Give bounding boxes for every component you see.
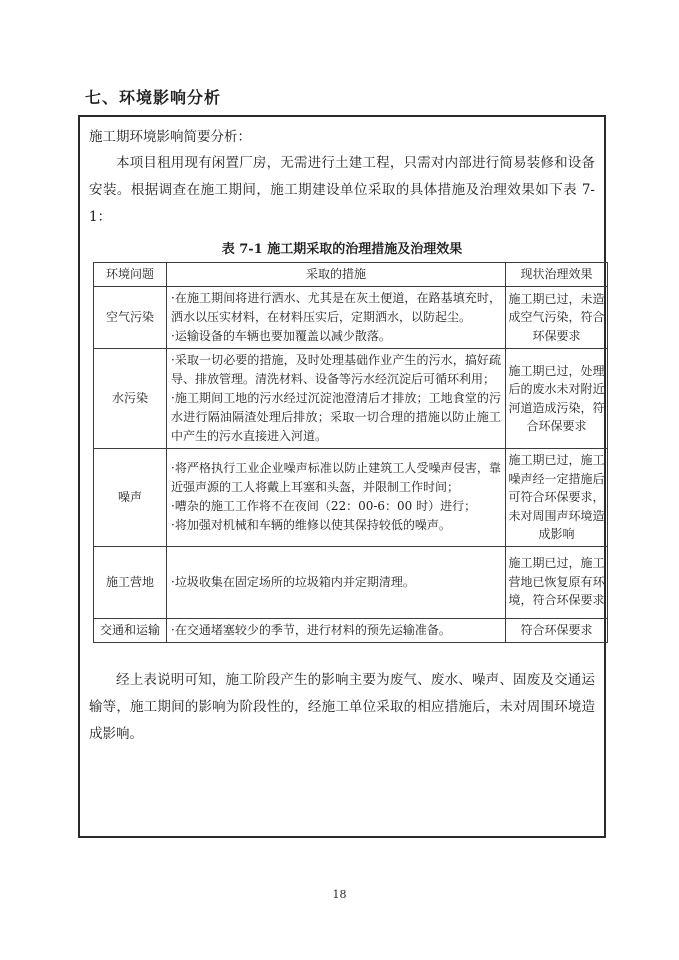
measure-item: ·运输设备的车辆也要加覆盖以减少散落。 <box>171 329 391 343</box>
measure-item: ·嘈杂的施工工作将不在夜间（22：00-6：00 时）进行； <box>171 499 477 514</box>
measures-cell <box>167 449 506 547</box>
effect-cell: 施工期已过，未造成空气污染，符合环保要求 <box>506 287 608 349</box>
measures-cell <box>167 618 506 642</box>
column-header-effect: 现状治理效果 <box>506 263 608 287</box>
table-row-noise <box>94 449 608 547</box>
table-row-traffic-transport <box>94 618 608 642</box>
column-header-issue: 环境问题 <box>94 263 167 287</box>
effect-cell: 施工期已过，施工营地已恢复原有环境，符合环保要求 <box>506 546 608 618</box>
closing-paragraph: 经上表说明可知，施工阶段产生的影响主要为废气、废水、噪声、固废及交通运输等，施工期间的影响为阶段性的，经施工单位采取的相应措施后，未对周围环境造成影响。 <box>89 671 595 742</box>
effect-cell: 符合环保要求 <box>506 618 608 642</box>
issue-cell: 水污染 <box>94 349 167 449</box>
table-row-water-pollution <box>94 349 608 449</box>
measure-item: ·在交通堵塞较少的季节，进行材料的预先运输准备。 <box>171 622 451 637</box>
issue-cell: 空气污染 <box>94 287 167 349</box>
page-number: 18 <box>332 888 347 901</box>
intro-label: 施工期环境影响简要分析： <box>89 129 251 145</box>
measure-item: ·采取一切必要的措施，及时处理基础作业产生的污水，搞好疏导、排放管理。清洗材料、设备等污水经沉淀后可循环利用； <box>171 353 501 386</box>
effect-cell: 施工期已过，施工噪声经一定措施后可符合环保要求，未对周围声环境造成影响 <box>506 449 608 547</box>
measures-cell <box>167 287 506 349</box>
measure-item: ·施工期间工地的污水经过沉淀池澄清后才排放；工地食堂的污水进行隔油隔渣处理后排放；采取一切合理的措施以防止施工中产生的污水直接进入河道。 <box>171 391 501 443</box>
intro-paragraph: 本项目租用现有闲置厂房，无需进行土建工程，只需对内部进行简易装修和设备安装。根据调查在施工期间，施工期建设单位采取的具体措施及治理效果如下表 7-1： <box>89 155 595 225</box>
table-row-construction-camp <box>94 546 608 618</box>
table-caption: 表 7-1 施工期采取的治理措施及治理效果 <box>221 242 463 257</box>
issue-cell: 交通和运输 <box>94 618 167 642</box>
page-title: 七、环境影响分析 <box>85 88 222 107</box>
measure-item: ·将加强对机械和车辆的维修以使其保持较低的噪声。 <box>171 518 451 533</box>
measures-cell <box>167 546 506 618</box>
table-row-air-pollution <box>94 287 608 349</box>
measure-item: ·在施工期间将进行洒水、尤其是在灰土便道，在路基填充时，洒水以压实材料，在材料压实后，定期洒水，以防起尘。 <box>171 291 501 324</box>
effect-cell: 施工期已过，处理后的废水未对附近河道造成污染，符合环保要求 <box>506 349 608 449</box>
measures-cell <box>167 349 506 449</box>
column-header-measures: 采取的措施 <box>167 263 506 287</box>
content-box <box>78 115 606 838</box>
measure-item: ·垃圾收集在固定场所的垃圾箱内并定期清理。 <box>171 574 415 589</box>
issue-cell: 施工营地 <box>94 546 167 618</box>
table-header-row <box>94 263 608 287</box>
issue-cell: 噪声 <box>94 449 167 547</box>
treatment-measures-table <box>93 262 608 643</box>
measure-item: ·将严格执行工业企业噪声标准以防止建筑工人受噪声侵害，靠近强声源的工人将戴上耳塞和头盔，并限制工作时间； <box>171 461 501 495</box>
